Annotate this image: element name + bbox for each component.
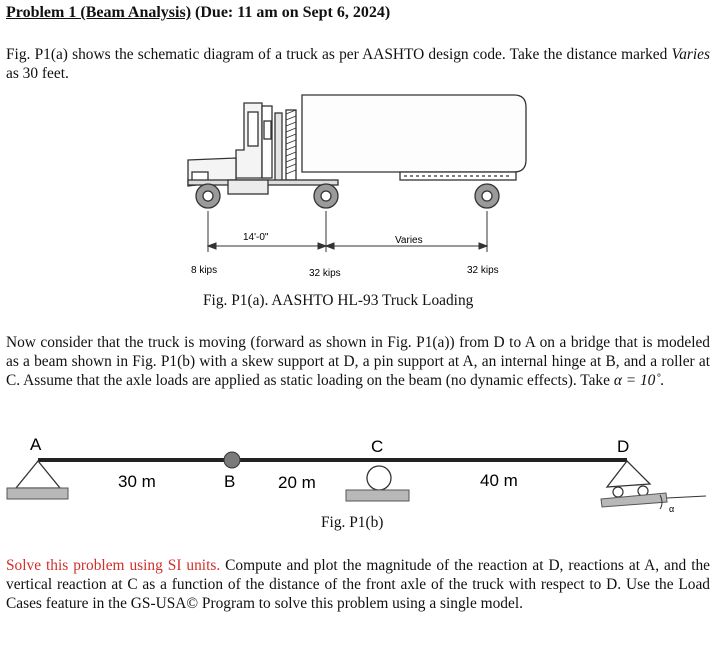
- intro-text-2: as 30 feet.: [6, 65, 69, 82]
- task-red-text: Solve this problem using SI units.: [6, 557, 221, 574]
- problem-title-main: Problem 1 (Beam Analysis): [6, 4, 192, 21]
- beam-diagram: [0, 425, 727, 515]
- span-ab-label: 30 m: [118, 472, 156, 491]
- axle-load-front: 8 kips: [191, 265, 218, 276]
- drive-wheel: [314, 184, 338, 208]
- skew-support-d: [601, 461, 706, 509]
- alpha-expression: α = 10˚.: [613, 372, 665, 389]
- span-cd-label: 40 m: [480, 471, 518, 490]
- front-wheel: [196, 184, 220, 208]
- span-bc-label: 20 m: [278, 473, 316, 492]
- pin-support-a: [7, 461, 68, 499]
- intro-italic: Varies: [671, 46, 710, 63]
- task-paragraph: [6, 556, 710, 613]
- truck-drawing: [188, 95, 526, 208]
- axle-load-middle: 32 kips: [309, 268, 341, 279]
- figure-b-caption: Fig. P1(b): [321, 514, 384, 531]
- trailer-wheel: [475, 184, 499, 208]
- task-text: Compute and plot the magnitude of the reaction at D, reactions at A, and the vertical reaction at C as a function of the distance of the front axle of the truck with respect to D. Use the Load Cases feature in the GS-USA© Program to solve this problem using a single model.: [6, 557, 710, 612]
- figure-a-caption: Fig. P1(a). AASHTO HL-93 Truck Loading: [203, 292, 474, 309]
- label-b: B: [224, 472, 236, 491]
- internal-hinge-b: [224, 452, 240, 468]
- label-c: C: [371, 437, 384, 456]
- body-text: Now consider that the truck is moving (forward as shown in Fig. P1(a)) from D to A on a bridge that is modeled as a beam shown in Fig. P1(b) with a skew support at D, a pin support at A, an internal hinge at B, and a roller at C. Assume that the axle loads are applied as static loading on the beam (no dynamic effects). Take: [6, 334, 710, 389]
- dimension-front-label: 14'-0": [243, 232, 269, 243]
- truck-diagram: [0, 0, 727, 290]
- body-paragraph: [6, 333, 710, 390]
- intro-text-1: Fig. P1(a) shows the schematic diagram of a truck as per AASHTO design code. Take the distance marked: [6, 46, 672, 63]
- label-a: A: [30, 435, 42, 454]
- axle-load-rear: 32 kips: [467, 265, 499, 276]
- dimension-rear-label: Varies: [395, 235, 423, 246]
- roller-support-c: [346, 466, 409, 501]
- angle-alpha-label: α: [669, 504, 675, 514]
- label-d: D: [617, 437, 630, 456]
- problem-due-date: (Due: 11 am on Sept 6, 2024): [191, 4, 391, 21]
